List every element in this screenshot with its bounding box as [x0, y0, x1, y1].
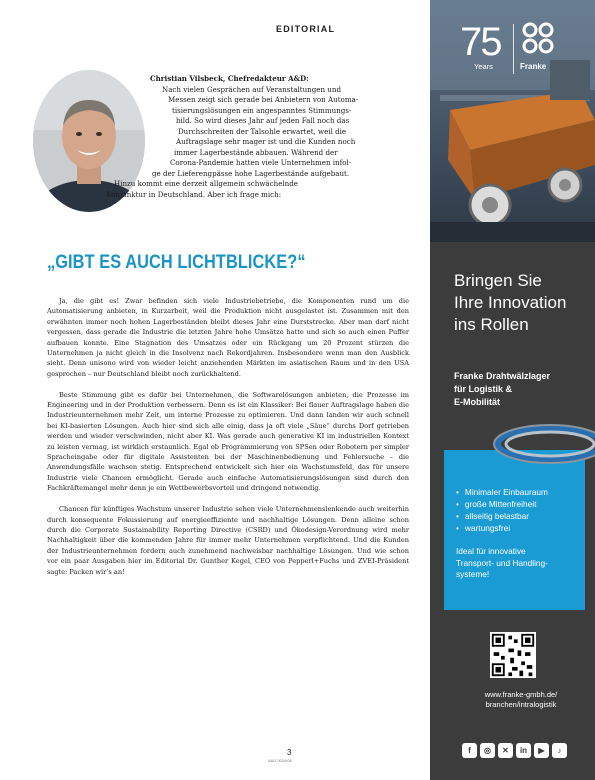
feature-item: • Minimaler Einbauraum — [456, 486, 575, 498]
ad-title-line: Ihre Innovation — [454, 293, 567, 312]
x-icon[interactable]: ✕ — [498, 743, 513, 758]
intro-line: Durchschreiten der Talsohle erwartet, weil die — [178, 126, 347, 136]
ad-url[interactable] — [456, 690, 586, 710]
franke-logo-text: Franke — [520, 62, 547, 71]
feature-item: • große Mittenfreiheit — [456, 498, 575, 510]
social-icons — [462, 743, 567, 758]
tiktok-icon[interactable]: ♪ — [552, 743, 567, 758]
ad-subtitle — [454, 370, 594, 409]
intro-line: Corona-Pandemie hatten viele Unternehmen infol- — [170, 158, 352, 168]
intro-line: Nach vielen Gesprächen auf Veranstaltungen und — [162, 84, 341, 94]
youtube-icon[interactable]: ▶ — [534, 743, 549, 758]
ideal-line: Transport- und Handling- — [456, 557, 548, 568]
intro-line: Auftragslage sehr mager ist und die Kunden noch — [176, 137, 356, 147]
ad-subtitle-line: für Logistik & — [454, 384, 512, 394]
article-paragraph: Beste Stimmung gibt es dafür bei Unternehmen, die Softwarelösungen anbieten, die Prozesse im Engineering und in der Produktion verbessern. Denn es ist ein Klassiker: Bei flauer Auftragslage haben die Industrieunternehmen mehr Zeit, um interne Prozesse zu optimieren. Und dann landen wir auch schnell bei KI-basierten Lösungen. Auch hier sind sich alle einig, dass ja oft viele „Säue“ durchs Dorf getrieben werden und wieder verschwinden, nicht aber KI. Was gerade auch generative KI im industriellen Kontext zu leisten vermag, ist wirklich erstaunlich. Egal ob Programmierung von SPSen oder Robotern per simpler Spracheingabe oder für digitale Assistenten bei der Maschinenbedienung und Fehlersuche – die Anwendungsfälle wachsen stetig. Entsprechend entwickelt sich hier ein Wachstumsfeld, das für unsere Industrie viele Chancen ermöglicht. Gerade auch einfache Automatisierungslösungen sind durch den Fachkräftemangel mehr denn je ein Wettbewerbsvorteil und dringend notwendig. — [47, 390, 409, 493]
feature-item: • allseitig belastbar — [456, 510, 575, 522]
facebook-icon[interactable]: f — [462, 743, 477, 758]
qr-code[interactable] — [490, 632, 536, 678]
ideal-line: systeme! — [456, 569, 490, 579]
ad-subtitle-line: Franke Drahtwälzlager — [454, 371, 551, 381]
ad-subtitle-line: E-Mobilität — [454, 397, 500, 407]
intro-line: immer Lagerbestände abbauen. Während der — [174, 147, 338, 157]
intro-line: Messen zeigt sich gerade bei Anbietern von Automa- — [168, 95, 359, 105]
logo-years-label: Years — [474, 62, 493, 71]
section-label: EDITORIAL — [276, 24, 336, 34]
intro-line: bild. So wird dieses Jahr auf jeden Fall noch das — [176, 116, 350, 126]
intro-line: Konjunktur in Deutschland. Aber ich frage mich: — [106, 190, 282, 200]
ad-url-line[interactable]: branchen/intralogistik — [485, 700, 557, 709]
ad-title-line: Bringen Sie — [454, 271, 542, 290]
feature-list — [456, 486, 575, 534]
logo-divider — [513, 24, 514, 74]
instagram-icon[interactable]: ◎ — [480, 743, 495, 758]
ad-title — [454, 270, 594, 336]
ideal-text — [456, 546, 575, 581]
logo-75-years: 75 — [460, 20, 501, 64]
article-paragraph: Chancen für künftiges Wachstum unserer Industrie sehen viele Unternehmenslenkende auch weiterhin durch konsequente Fokussierung auf energieeffiziente und nachhaltige Lösungen. Denn alleine schon durch die Corporate Sustainability Reporting Directive (CSRD) und Ökodesign-Verordnung wird mehr Nachhaltigkeit über die kommenden Jahre für immer mehr Unternehmen verpflichtend. Und die Kunden der Industrieunternehmen fordern auch zunehmend nachweisbar nachhaltige Lösungen. Und wie schon vor ein paar Ausgaben hier im Editorial Dr. Gunther Kegel, CEO von Pepperl+Fuchs und ZVEI-Präsident sagte: Packen wir’s an! — [47, 505, 409, 576]
page-number: 3 — [287, 748, 292, 757]
page-footer-note: A&D 2024/06 — [268, 758, 292, 763]
article-paragraph: Ja, die gibt es! Zwar befinden sich viele Industriebetriebe, die Komponenten rund um die Automatisierung anbieten, in Kurzarbeit, weil die Produktion nicht ausgelastet ist. Zusammen mit den erwähnten immer noch hohen Lagerbeständen bleibt dieses Jahr eine Durststrecke. Aber man darf nicht vergessen, dass gerade die Industrie die letzten Jahre hohe Umsätze hatte und sich so auch einen Puffer aufbauen konnte. Eine Stagnation des Umsatzes oder ein Rückgang um 20 Prozent stürzen die Unternehmen ja nicht gleich in die Insolvenz nach Rekordjahren. Insbesondere wenn man den Ausblick sieht. Denn unisono wird von wieder leicht anziehenden Märkten im asiatischen Raum und in den USA gesprochen – nur Deutschland bleibt noch zurückhaltend. — [47, 297, 409, 378]
ad-url-line[interactable]: www.franke-gmbh.de/ — [484, 690, 558, 699]
feature-item: • wartungsfrei — [456, 522, 575, 534]
franke-logo-icon — [522, 22, 554, 54]
franke-advertisement — [430, 0, 595, 780]
intro-line: tisierungslösungen ein angespanntes Stimmungs- — [172, 105, 352, 115]
ideal-line: Ideal für innovative — [456, 546, 526, 556]
intro-line: ge der Lieferengpässe hohe Lagerbestände aufgebaut. — [152, 168, 350, 178]
ad-title-line: ins Rollen — [454, 315, 529, 334]
wire-bearing-image — [480, 410, 595, 470]
editorial-intro — [100, 74, 430, 201]
linkedin-icon[interactable]: in — [516, 743, 531, 758]
headline: „GIBT ES AUCH LICHTBLICKE?“ — [47, 252, 306, 273]
author-line: Christian Vilsbeck, Chefredakteur A&D: — [150, 74, 309, 83]
feature-box — [444, 450, 585, 610]
intro-line: Hinzu kommt eine derzeit allgemein schwächelnde — [114, 179, 298, 189]
article-body — [47, 296, 409, 587]
